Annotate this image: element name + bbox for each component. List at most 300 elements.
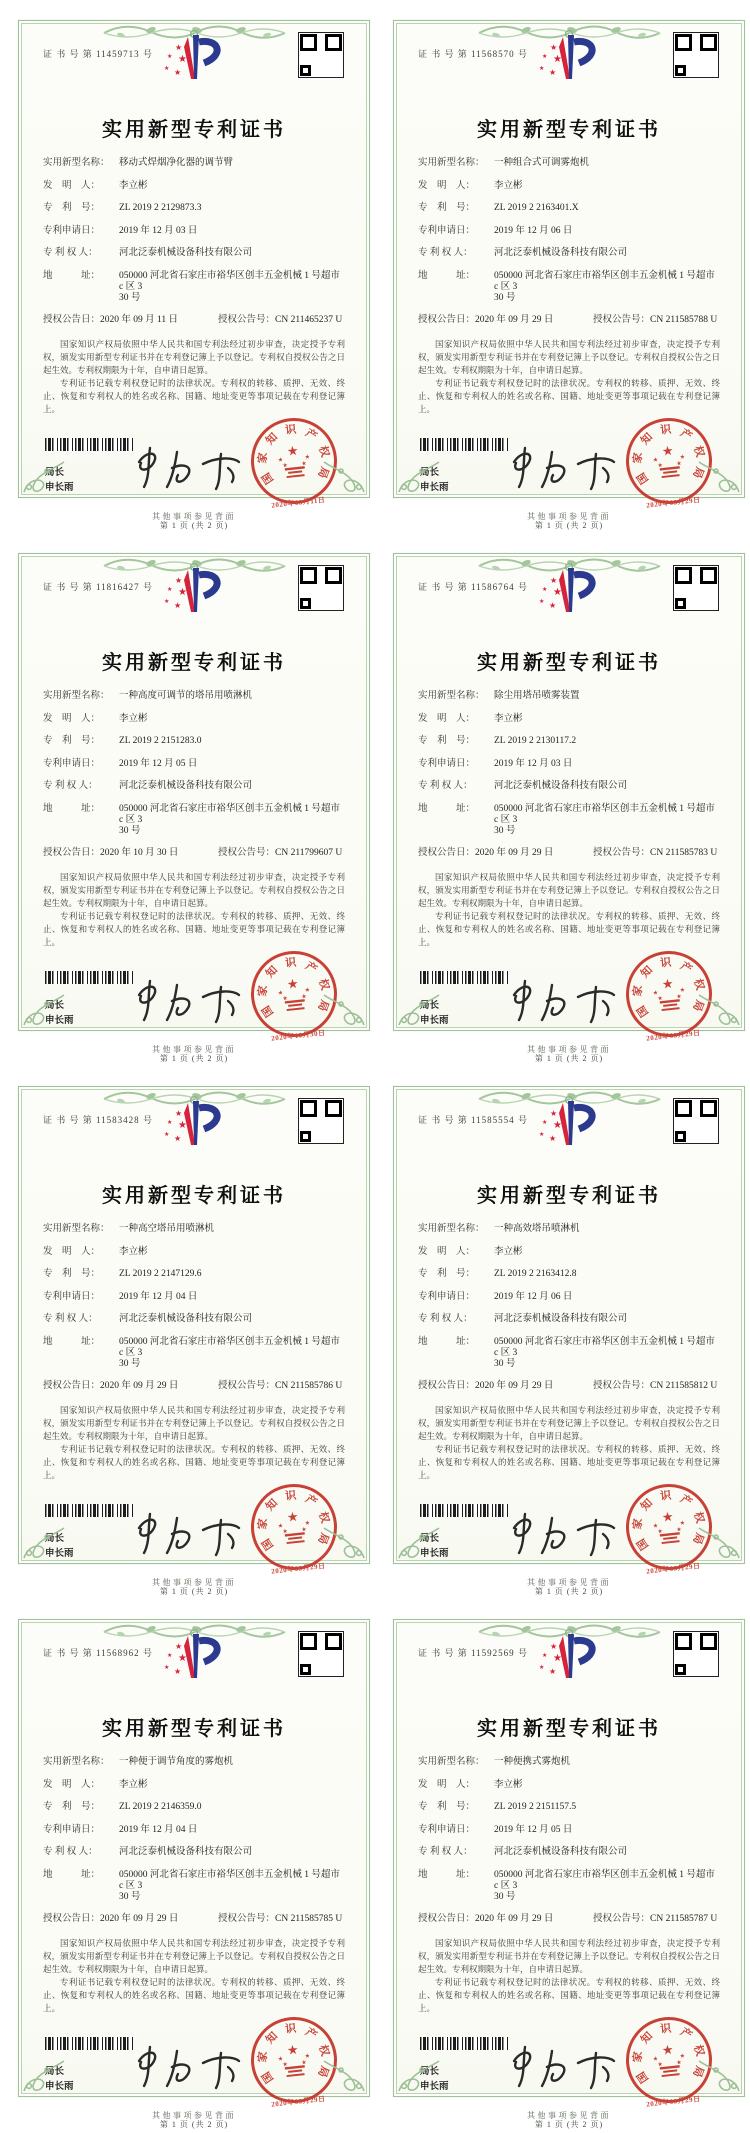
certificate-cell <box>375 1066 750 1599</box>
field-label: 授权公告日： <box>418 1914 476 1924</box>
field-inventor <box>418 714 720 725</box>
svg-text:★: ★ <box>301 993 308 1000</box>
field-label: 专 利 权 人： <box>418 781 473 791</box>
signature-area <box>43 424 345 520</box>
field-application-date <box>418 226 720 237</box>
svg-text:★: ★ <box>167 587 173 593</box>
field-utility-model-name <box>418 1224 720 1235</box>
barcode-icon <box>45 2037 133 2050</box>
field-label: 专 利 号： <box>43 1269 101 1279</box>
corner-flourish-icon <box>696 457 742 495</box>
field-application-date <box>418 1825 720 1836</box>
svg-text:★: ★ <box>175 576 183 585</box>
national-emblem-icon <box>272 2037 316 2081</box>
svg-text:★: ★ <box>553 54 562 65</box>
legal-text <box>43 871 345 949</box>
field-label: 专利申请日： <box>418 1824 476 1835</box>
certificate-number-suffix: 号 <box>517 49 528 59</box>
certificate-cell <box>0 533 375 1066</box>
patent-number: ZL 2019 2 2129873.3 <box>119 203 202 213</box>
svg-text:★: ★ <box>539 66 545 72</box>
field-inventor <box>43 714 345 725</box>
svg-text:★: ★ <box>175 1109 183 1118</box>
field-label: 专 利 权 人： <box>43 248 98 258</box>
director-title: 局长 <box>45 1533 65 1544</box>
field-utility-model-name <box>418 691 720 702</box>
seal-date: 2020年09月11日 <box>271 495 326 510</box>
corner-flourish-icon <box>21 990 67 1028</box>
patentee-address <box>494 271 720 304</box>
legal-text <box>43 1404 345 1482</box>
inventor-name: 李立彬 <box>119 713 148 724</box>
field-address <box>43 1870 345 1903</box>
national-emblem-icon <box>647 438 691 482</box>
patent-number: ZL 2019 2 2130117.2 <box>494 736 577 746</box>
field-label: 发 明 人： <box>43 1779 101 1790</box>
certificate-number-line <box>418 47 528 60</box>
certificate-header <box>43 1630 345 1702</box>
field-label: 授权公告日： <box>43 1381 101 1391</box>
qr-code <box>674 33 718 77</box>
application-date: 2019 年 12 月 03 日 <box>119 225 198 236</box>
field-label: 授权公告日： <box>418 848 476 858</box>
legal-paragraph-1: 国家知识产权局依照中华人民共和国专利法经过初步审查，决定授予专利权，颁发实用新型专利证书并在专利登记簿上予以登记。专利权自授权公告之日起生效。专利权期限为十年，自申请日起算。 <box>43 1404 345 1441</box>
svg-text:★: ★ <box>174 601 182 610</box>
signature-area <box>43 2023 345 2119</box>
address-line-1: 050000 河北省石家庄市裕华区创丰五金机械 1 号超市 c 区 3 <box>119 1336 340 1358</box>
svg-text:★: ★ <box>304 987 311 994</box>
field-label: 实用新型名称： <box>43 691 110 701</box>
utility-model-name: 一种组合式可调雾炮机 <box>494 158 590 168</box>
field-patentee <box>418 1847 720 1858</box>
utility-model-name: 除尘用塔吊喷雾装置 <box>494 691 580 701</box>
barcode-icon <box>420 2037 508 2050</box>
svg-text:★: ★ <box>277 2055 284 2063</box>
corner-flourish-icon <box>396 2056 442 2094</box>
patentee-name: 河北泛泰机械设备科技有限公司 <box>494 781 628 791</box>
certificate-number-suffix: 号 <box>142 49 153 59</box>
svg-text:★: ★ <box>549 601 557 610</box>
certificate-number: 11568962 <box>96 1648 140 1658</box>
signature-area <box>43 957 345 1053</box>
certificate-header <box>418 31 720 103</box>
official-seal: 国 家 知 识 产 权 局 ★ ★ ★ ★ ★ 2020年09月29日 <box>617 409 720 512</box>
field-patentee <box>418 781 720 792</box>
certificate-header <box>43 31 345 103</box>
patent-number: ZL 2019 2 2163401.X <box>494 203 579 213</box>
certificate-number: 11583428 <box>96 1115 140 1125</box>
field-label: 地 址： <box>43 1869 101 1880</box>
field-label: 地 址： <box>43 270 101 281</box>
svg-text:★: ★ <box>679 987 686 994</box>
director-signature-icon <box>127 1508 245 1558</box>
field-utility-model-name <box>418 158 720 169</box>
barcode-icon <box>420 971 508 984</box>
certificate-title: 实用新型专利证书 <box>477 652 661 674</box>
legal-text <box>418 338 720 416</box>
field-grant <box>418 1914 720 1925</box>
page-footer: 第 1 页 (共 2 页) <box>534 2119 604 2129</box>
certificate-number: 11459713 <box>96 49 140 59</box>
certificate-title: 实用新型专利证书 <box>477 1718 661 1740</box>
back-note: 其他事项参见背面 <box>527 1578 611 1587</box>
field-label: 授权公告号： <box>218 1914 276 1924</box>
field-label: 实用新型名称： <box>43 1757 110 1767</box>
field-grant <box>43 848 345 859</box>
corner-flourish-icon <box>321 990 367 1028</box>
corner-flourish-icon <box>396 990 442 1028</box>
field-label: 专利申请日： <box>418 1291 476 1302</box>
application-date: 2019 年 12 月 06 日 <box>494 225 573 236</box>
address-line-1: 050000 河北省石家庄市裕华区创丰五金机械 1 号超市 c 区 3 <box>494 1869 715 1891</box>
svg-text:★: ★ <box>550 43 558 52</box>
official-seal: 国 家 知 识 产 权 局 ★ ★ ★ ★ ★ 2020年09月29日 <box>617 1475 720 1578</box>
svg-text:★: ★ <box>304 1520 311 1527</box>
director-signature-icon <box>502 1508 620 1558</box>
certificate-cell <box>375 0 750 533</box>
application-date: 2019 年 12 月 04 日 <box>119 1824 198 1835</box>
patent-number: ZL 2019 2 2151157.5 <box>494 1802 577 1812</box>
svg-text:★: ★ <box>174 68 182 77</box>
svg-text:★: ★ <box>304 454 311 461</box>
certificate-fields <box>418 1224 720 1392</box>
back-note: 其他事项参见背面 <box>152 1045 236 1054</box>
utility-model-name: 一种便携式雾炮机 <box>494 1757 571 1767</box>
utility-model-name: 移动式焊烟净化器的调节臂 <box>119 158 234 168</box>
field-label: 发 明 人： <box>43 713 101 724</box>
svg-text:★: ★ <box>676 1526 683 1533</box>
director-title: 局长 <box>45 467 65 478</box>
certificate-number-suffix: 号 <box>142 582 153 592</box>
field-label: 专利申请日： <box>43 1291 101 1302</box>
director-name: 申长雨 <box>420 1015 449 1026</box>
certificate-number: 11568570 <box>471 49 515 59</box>
field-label: 专利申请日： <box>418 225 476 236</box>
patentee-address <box>494 1337 720 1370</box>
svg-text:★: ★ <box>676 993 683 1000</box>
signature-area <box>418 424 720 520</box>
svg-text:★: ★ <box>175 1642 183 1651</box>
director-signature-icon <box>502 975 620 1025</box>
application-date: 2019 年 12 月 03 日 <box>494 758 573 769</box>
legal-paragraph-1: 国家知识产权局依照中华人民共和国专利法经过初步审查，决定授予专利权，颁发实用新型专利证书并在专利登记簿上予以登记。专利权自授权公告之日起生效。专利权期限为十年，自申请日起算。 <box>418 338 720 375</box>
certificate-header <box>43 564 345 636</box>
field-patent-number <box>418 1802 720 1813</box>
certificate-number-line <box>418 1646 528 1659</box>
certificate-number-prefix: 证 书 号 第 <box>418 49 468 59</box>
patentee-name: 河北泛泰机械设备科技有限公司 <box>119 1847 253 1857</box>
field-address <box>43 271 345 304</box>
svg-text:★: ★ <box>553 1120 562 1131</box>
svg-text:★: ★ <box>549 1667 557 1676</box>
field-inventor <box>43 181 345 192</box>
field-label: 专 利 号： <box>43 736 101 746</box>
certificate-number-suffix: 号 <box>517 582 528 592</box>
field-label: 实用新型名称： <box>43 1224 110 1234</box>
field-label: 发 明 人： <box>43 1246 101 1257</box>
cnipa-logo-icon <box>536 33 602 83</box>
certificate-cell <box>0 0 375 533</box>
corner-flourish-icon <box>21 2056 67 2094</box>
utility-model-name: 一种高效塔吊喷淋机 <box>494 1224 580 1234</box>
official-seal: 国 家 知 识 产 权 局 ★ ★ ★ ★ ★ 2020年10月30日 <box>242 942 345 1045</box>
qr-code <box>299 33 343 77</box>
barcode-icon <box>45 971 133 984</box>
legal-paragraph-1: 国家知识产权局依照中华人民共和国专利法经过初步审查，决定授予专利权，颁发实用新型专利证书并在专利登记簿上予以登记。专利权自授权公告之日起生效。专利权期限为十年，自申请日起算。 <box>418 1937 720 1974</box>
legal-text <box>418 1404 720 1482</box>
patentee-address <box>119 804 345 837</box>
certificate-header <box>418 1097 720 1169</box>
field-grant <box>43 1914 345 1925</box>
svg-text:★: ★ <box>164 66 170 72</box>
field-inventor <box>418 1247 720 1258</box>
certificate-cell <box>0 1066 375 1599</box>
certificate-number-line <box>418 1113 528 1126</box>
field-label: 授权公告号： <box>218 848 276 858</box>
field-application-date <box>43 1292 345 1303</box>
certificate-number-line <box>43 1113 153 1126</box>
certificate-number-line <box>43 47 153 60</box>
svg-text:★: ★ <box>178 587 187 598</box>
field-label: 发 明 人： <box>418 180 476 191</box>
national-emblem-icon <box>647 971 691 1015</box>
field-utility-model-name <box>43 1757 345 1768</box>
legal-paragraph-1: 国家知识产权局依照中华人民共和国专利法经过初步审查，决定授予专利权，颁发实用新型专利证书并在专利登记簿上予以登记。专利权自授权公告之日起生效。专利权期限为十年，自申请日起算。 <box>43 338 345 375</box>
field-label: 授权公告日： <box>418 1381 476 1391</box>
legal-text <box>43 338 345 416</box>
address-line-1: 050000 河北省石家庄市裕华区创丰五金机械 1 号超市 c 区 3 <box>119 270 340 292</box>
certificate-header <box>418 1630 720 1702</box>
svg-text:★: ★ <box>652 456 659 464</box>
seal-date: 2020年09月29日 <box>270 2094 326 2109</box>
director-name: 申长雨 <box>420 1548 449 1559</box>
corner-flourish-icon <box>396 1523 442 1561</box>
certificate-number-prefix: 证 书 号 第 <box>418 1115 468 1125</box>
field-inventor <box>418 181 720 192</box>
national-emblem-icon <box>272 438 316 482</box>
certificate-number-prefix: 证 书 号 第 <box>418 1648 468 1658</box>
certificate-fields <box>418 158 720 326</box>
field-patent-number <box>418 1269 720 1280</box>
barcode-icon <box>420 438 508 451</box>
corner-flourish-icon <box>696 990 742 1028</box>
certificate-number-suffix: 号 <box>517 1115 528 1125</box>
field-label: 实用新型名称： <box>418 1757 485 1767</box>
patent-number: ZL 2019 2 2146359.0 <box>119 1802 202 1812</box>
legal-paragraph-2: 专利证书记载专利权登记时的法律状况。专利权的转移、质押、无效、终止、恢复和专利权人的姓名或名称、国籍、地址变更等事项记载在专利登记簿上。 <box>43 910 345 947</box>
field-label: 专 利 权 人： <box>418 248 473 258</box>
field-label: 授权公告日： <box>43 1914 101 1924</box>
certificate-cell <box>375 1599 750 2132</box>
address-line-1: 050000 河北省石家庄市裕华区创丰五金机械 1 号超市 c 区 3 <box>494 270 715 292</box>
cnipa-logo-icon <box>161 566 227 616</box>
field-label: 发 明 人： <box>418 1246 476 1257</box>
field-grant <box>43 315 345 326</box>
field-patent-number <box>418 203 720 214</box>
address-line-2: 30 号 <box>494 1891 516 1902</box>
application-date: 2019 年 12 月 06 日 <box>494 1291 573 1302</box>
svg-text:★: ★ <box>679 1520 686 1527</box>
legal-paragraph-1: 国家知识产权局依照中华人民共和国专利法经过初步审查，决定授予专利权，颁发实用新型专利证书并在专利登记簿上予以登记。专利权自授权公告之日起生效。专利权期限为十年，自申请日起算。 <box>418 1404 720 1441</box>
field-label: 授权公告日： <box>43 848 101 858</box>
page-footer: 第 1 页 (共 2 页) <box>534 520 604 530</box>
official-seal: 国 家 知 识 产 权 局 ★ ★ ★ ★ ★ 2020年09月11日 <box>242 409 345 512</box>
corner-flourish-icon <box>21 457 67 495</box>
field-inventor <box>43 1780 345 1791</box>
svg-text:★: ★ <box>282 462 289 469</box>
qr-code <box>299 566 343 610</box>
utility-model-name: 一种便于调节角度的雾炮机 <box>119 1757 234 1767</box>
grant-date: 2020 年 09 月 29 日 <box>475 848 554 858</box>
svg-text:★: ★ <box>174 1667 182 1676</box>
field-label: 专 利 号： <box>418 736 476 746</box>
qr-code <box>674 566 718 610</box>
certificate-number-suffix: 号 <box>517 1648 528 1658</box>
field-label: 专 利 号： <box>418 1269 476 1279</box>
grant-number: CN 211465237 U <box>275 315 343 325</box>
svg-text:★: ★ <box>277 456 284 464</box>
svg-text:★: ★ <box>652 1522 659 1530</box>
svg-text:★: ★ <box>553 587 562 598</box>
patent-number: ZL 2019 2 2147129.6 <box>119 1269 202 1279</box>
field-label: 专 利 权 人： <box>43 1314 98 1324</box>
field-address <box>43 804 345 837</box>
field-grant <box>43 1381 345 1392</box>
page-footer: 第 1 页 (共 2 页) <box>159 2119 229 2129</box>
certificate-title: 实用新型专利证书 <box>102 1718 286 1740</box>
field-application-date <box>43 759 345 770</box>
field-label: 专利申请日： <box>43 225 101 236</box>
certificate-number-line <box>418 580 528 593</box>
patentee-address <box>119 271 345 304</box>
cnipa-logo-icon <box>536 1099 602 1149</box>
svg-text:★: ★ <box>304 2053 311 2060</box>
svg-text:★: ★ <box>164 599 170 605</box>
cnipa-logo-icon <box>161 1099 227 1149</box>
director-title: 局长 <box>45 2066 65 2077</box>
svg-text:★: ★ <box>679 454 686 461</box>
field-label: 授权公告号： <box>593 1381 651 1391</box>
national-emblem-icon <box>272 1504 316 1548</box>
field-application-date <box>418 1292 720 1303</box>
certificate-title: 实用新型专利证书 <box>477 1185 661 1207</box>
svg-text:★: ★ <box>549 1134 557 1143</box>
svg-text:★: ★ <box>178 1120 187 1131</box>
field-label: 授权公告号： <box>593 848 651 858</box>
field-patentee <box>418 1314 720 1325</box>
certificate-header <box>418 564 720 636</box>
director-name: 申长雨 <box>45 2081 74 2092</box>
certificate-cell <box>0 1599 375 2132</box>
corner-flourish-icon <box>321 2056 367 2094</box>
svg-text:★: ★ <box>277 1522 284 1530</box>
field-label: 地 址： <box>43 803 101 814</box>
field-label: 地 址： <box>418 803 476 814</box>
field-label: 实用新型名称： <box>418 1224 485 1234</box>
address-line-2: 30 号 <box>119 1358 141 1369</box>
certificate-number: 11592569 <box>471 1648 515 1658</box>
svg-text:★: ★ <box>676 2059 683 2066</box>
field-address <box>43 1337 345 1370</box>
field-label: 专 利 号： <box>418 1802 476 1812</box>
svg-text:★: ★ <box>661 2041 675 2058</box>
director-name: 申长雨 <box>45 1548 74 1559</box>
grant-number: CN 211585788 U <box>650 315 718 325</box>
field-patentee <box>418 248 720 259</box>
certificate-fields <box>418 691 720 859</box>
barcode-icon <box>45 438 133 451</box>
svg-text:★: ★ <box>301 460 308 467</box>
field-label: 授权公告号： <box>593 315 651 325</box>
svg-text:★: ★ <box>286 975 300 992</box>
field-patentee <box>43 1314 345 1325</box>
field-patentee <box>43 248 345 259</box>
field-patent-number <box>43 203 345 214</box>
svg-text:★: ★ <box>164 1132 170 1138</box>
national-emblem-icon <box>272 971 316 1015</box>
corner-flourish-icon <box>696 2056 742 2094</box>
field-utility-model-name <box>43 1224 345 1235</box>
back-note: 其他事项参见背面 <box>152 1578 236 1587</box>
grant-number: CN 211585786 U <box>275 1381 343 1391</box>
grant-number: CN 211585783 U <box>650 848 718 858</box>
svg-text:★: ★ <box>661 1508 675 1525</box>
svg-text:★: ★ <box>167 1653 173 1659</box>
grant-number: CN 211585785 U <box>275 1914 343 1924</box>
grant-date: 2020 年 09 月 29 日 <box>475 1381 554 1391</box>
svg-text:★: ★ <box>542 54 548 60</box>
address-line-2: 30 号 <box>494 825 516 836</box>
field-label: 授权公告号： <box>218 315 276 325</box>
corner-flourish-icon <box>396 457 442 495</box>
svg-text:★: ★ <box>661 442 675 459</box>
svg-text:★: ★ <box>542 587 548 593</box>
field-patent-number <box>418 736 720 747</box>
svg-text:★: ★ <box>539 1132 545 1138</box>
grant-date: 2020 年 10 月 30 日 <box>100 848 179 858</box>
field-address <box>418 804 720 837</box>
field-utility-model-name <box>418 1757 720 1768</box>
field-application-date <box>43 226 345 237</box>
svg-text:★: ★ <box>301 2059 308 2066</box>
page-footer: 第 1 页 (共 2 页) <box>534 1053 604 1063</box>
director-title: 局长 <box>45 1000 65 1011</box>
certificate-fields <box>43 1224 345 1392</box>
certificate-fields <box>43 1757 345 1925</box>
field-label: 实用新型名称： <box>43 158 110 168</box>
field-label: 授权公告日： <box>418 315 476 325</box>
grant-date: 2020 年 09 月 29 日 <box>100 1914 179 1924</box>
utility-model-name: 一种高空塔吊用喷淋机 <box>119 1224 215 1234</box>
field-label: 地 址： <box>418 1336 476 1347</box>
inventor-name: 李立彬 <box>119 1779 148 1790</box>
corner-flourish-icon <box>321 1523 367 1561</box>
back-note: 其他事项参见背面 <box>527 1045 611 1054</box>
page-footer: 第 1 页 (共 2 页) <box>159 520 229 530</box>
field-label: 授权公告日： <box>43 315 101 325</box>
legal-paragraph-1: 国家知识产权局依照中华人民共和国专利法经过初步审查，决定授予专利权，颁发实用新型专利证书并在专利登记簿上予以登记。专利权自授权公告之日起生效。专利权期限为十年，自申请日起算。 <box>43 871 345 908</box>
inventor-name: 李立彬 <box>119 180 148 191</box>
patent-number: ZL 2019 2 2163412.8 <box>494 1269 577 1279</box>
patentee-name: 河北泛泰机械设备科技有限公司 <box>494 248 628 258</box>
field-address <box>418 271 720 304</box>
barcode-icon <box>420 1504 508 1517</box>
svg-text:★: ★ <box>553 1653 562 1664</box>
field-grant <box>418 1381 720 1392</box>
address-line-2: 30 号 <box>119 292 141 303</box>
legal-paragraph-2: 专利证书记载专利权登记时的法律状况。专利权的转移、质押、无效、终止、恢复和专利权人的姓名或名称、国籍、地址变更等事项记载在专利登记簿上。 <box>418 377 720 414</box>
corner-flourish-icon <box>21 1523 67 1561</box>
